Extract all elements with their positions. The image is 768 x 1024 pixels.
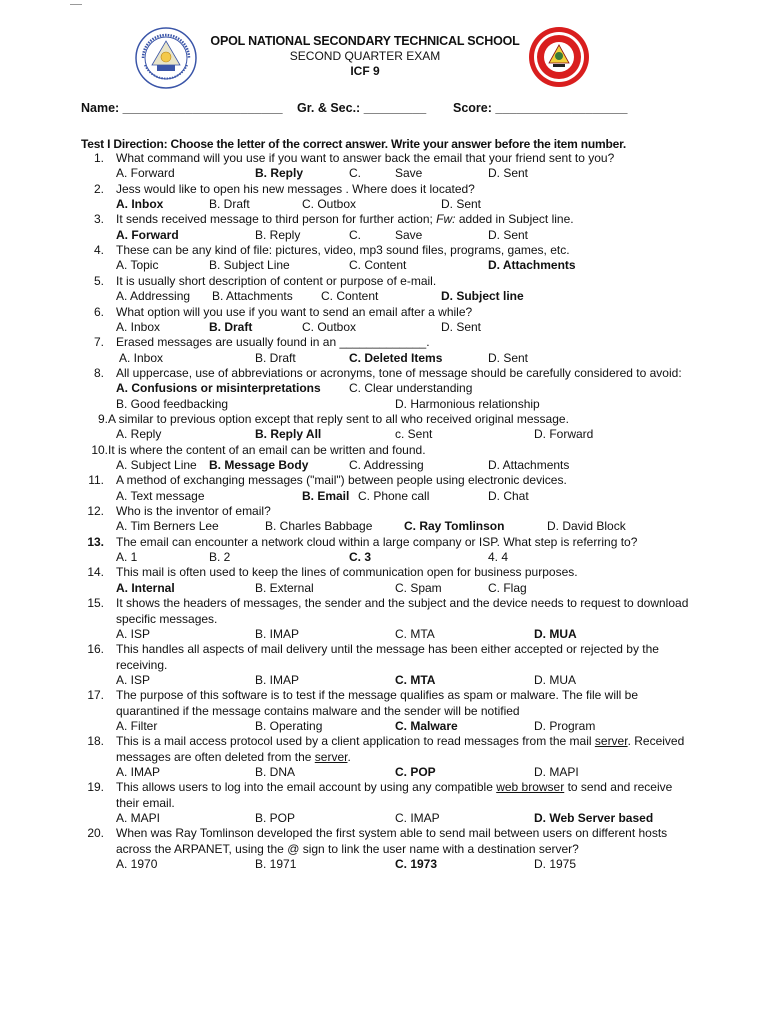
answer-choice: D. MUA bbox=[534, 672, 576, 687]
answer-choice: C. POP bbox=[395, 765, 436, 779]
answer-choice: A. Confusions or misinterpretations bbox=[116, 381, 321, 396]
question-text: quarantined if the message contains malware and the sender will be notified bbox=[116, 703, 520, 718]
answer-choice: C. bbox=[349, 227, 361, 242]
answer-choice: C. MTA bbox=[395, 626, 435, 641]
answer-choice: B. Email bbox=[302, 488, 350, 503]
question-text: It is usually short description of content or purpose of e-mail. bbox=[116, 273, 437, 288]
question-text: across the ARPANET, using the @ sign to link the user name with a destination server? bbox=[116, 841, 579, 856]
answer-choice: A. MAPI bbox=[116, 811, 161, 826]
question-text: A method of exchanging messages ("mail") between people using electronic devices. bbox=[116, 473, 567, 488]
answer-choice: B. 1971 bbox=[255, 857, 297, 872]
answer-choice: D. Sent bbox=[441, 319, 482, 334]
answer-choice: D. MAPI bbox=[534, 765, 579, 779]
answer-choice: A. Topic bbox=[116, 258, 159, 273]
answer-choice: D. Sent bbox=[441, 197, 482, 212]
question-number: 14. bbox=[87, 565, 104, 580]
answer-choice: A. Forward bbox=[116, 227, 179, 242]
exam-title: SECOND QUARTER EXAM bbox=[289, 49, 441, 63]
question-number: 7. bbox=[93, 335, 104, 350]
question-number: 3. bbox=[93, 212, 104, 227]
name-field[interactable]: Name: _______________________ bbox=[81, 101, 283, 115]
question-text: Who is the inventor of email? bbox=[116, 504, 271, 519]
question-text: All uppercase, use of abbreviations or acronyms, tone of message should be carefully considered to avoid: bbox=[116, 365, 682, 380]
answer-choice: B. DNA bbox=[255, 765, 296, 779]
answer-choice: D. Harmonious relationship bbox=[395, 396, 540, 411]
answer-choice: B. POP bbox=[255, 811, 296, 826]
answer-choice: D. Subject line bbox=[441, 289, 524, 304]
school-seal-logo bbox=[528, 26, 590, 88]
answer-choice: B. Good feedbacking bbox=[116, 396, 229, 411]
question-text: receiving. bbox=[116, 657, 168, 672]
question-text: These can be any kind of file: pictures, video, mp3 sound files, programs, games, etc. bbox=[116, 243, 570, 258]
answer-choice: B. Operating bbox=[255, 718, 323, 733]
question-text: messages are often deleted from the server. bbox=[116, 749, 351, 764]
answer-choice: D. Web Server based bbox=[534, 811, 654, 826]
answer-choice: C. MTA bbox=[395, 672, 436, 687]
answer-choice: B. Attachments bbox=[212, 289, 293, 304]
question-text: their email. bbox=[116, 795, 175, 810]
answer-choice: C. Deleted Items bbox=[349, 350, 443, 365]
answer-choice: D. Sent bbox=[488, 166, 529, 181]
question-text: A similar to previous option except that reply sent to all who received original message. bbox=[108, 411, 569, 426]
question-number: 13. bbox=[87, 534, 104, 549]
question-number: 2. bbox=[93, 181, 104, 196]
answer-choice: C. Content bbox=[349, 258, 407, 273]
question-number: 19. bbox=[87, 780, 104, 795]
answer-choice: C. 1973 bbox=[395, 857, 438, 872]
question-text: What option will you use if you want to send an email after a while? bbox=[116, 304, 473, 319]
answer-choice: C. Outbox bbox=[302, 197, 357, 212]
question-text: Jess would like to open his new messages . Where does it located? bbox=[116, 181, 475, 196]
answer-choice: B. IMAP bbox=[255, 672, 300, 687]
question-text: What command will you use if you want to answer back the email that your friend sent to you? bbox=[116, 151, 615, 165]
answer-choice: A. Inbox bbox=[119, 350, 164, 365]
answer-choice: A. ISP bbox=[116, 672, 151, 687]
question-text: This allows users to log into the email account by using any compatible web browser to send and receive bbox=[116, 780, 673, 795]
answer-choice: A. Tim Berners Lee bbox=[116, 519, 219, 534]
answer-choice: A. Text message bbox=[116, 488, 205, 503]
answer-choice: C. IMAP bbox=[395, 811, 440, 826]
answer-choice: D. Chat bbox=[488, 488, 529, 503]
answer-choice: D. 1975 bbox=[534, 857, 577, 872]
question-number: 11. bbox=[88, 473, 104, 488]
school-header bbox=[200, 34, 530, 79]
page-edge-mark bbox=[70, 4, 82, 5]
answer-choice: A. Addressing bbox=[116, 289, 191, 304]
answer-choice: B. Charles Babbage bbox=[265, 519, 373, 534]
answer-choice: C. Addressing bbox=[349, 458, 424, 472]
answer-choice: 4. 4 bbox=[488, 550, 509, 565]
question-text: This is a mail access protocol used by a client application to read messages from the mail server. Received bbox=[116, 734, 685, 749]
answer-choice: A. Filter bbox=[116, 718, 158, 733]
answer-choice: A. Reply bbox=[116, 427, 162, 442]
answer-choice: C. Phone call bbox=[358, 488, 430, 503]
answer-choice: B. Draft bbox=[209, 197, 250, 212]
question-text: It shows the headers of messages, the sender and the subject and the device needs to request to download bbox=[116, 596, 689, 611]
answer-choice: C. bbox=[349, 166, 361, 181]
answer-choice: B. Reply All bbox=[255, 427, 322, 442]
answer-choice: B. 2 bbox=[209, 550, 231, 565]
answer-choice: A. 1 bbox=[116, 550, 138, 565]
question-number: 15. bbox=[87, 596, 104, 611]
answer-choice: B. Draft bbox=[255, 350, 296, 365]
question-text: This mail is often used to keep the lines of communication open for business purposes. bbox=[116, 565, 578, 580]
answer-choice: B. Reply bbox=[255, 227, 301, 242]
deped-seal-logo bbox=[135, 27, 197, 89]
answer-choice: D. Sent bbox=[488, 350, 529, 365]
subject-title: ICF 9 bbox=[350, 64, 380, 78]
answer-choice: B. Message Body bbox=[209, 458, 309, 472]
question-number: 16. bbox=[87, 642, 104, 657]
question-number: 5. bbox=[93, 273, 104, 288]
question-number: 20. bbox=[87, 826, 104, 841]
answer-choice: A. Internal bbox=[116, 580, 175, 595]
question-number: 1. bbox=[93, 151, 104, 165]
grade-section-field[interactable]: Gr. & Sec.: _________ bbox=[297, 101, 427, 115]
answer-choice: c. Sent bbox=[395, 427, 433, 442]
question-number: 4. bbox=[93, 243, 104, 258]
answer-choice: D. Sent bbox=[488, 227, 529, 242]
question-text: It is where the content of an email can be written and found. bbox=[108, 442, 426, 457]
answer-choice: D. David Block bbox=[547, 519, 626, 534]
answer-choice: A. ISP bbox=[116, 626, 151, 641]
question-number: 10. bbox=[91, 442, 108, 457]
question-number: 18. bbox=[87, 734, 104, 749]
question-text: When was Ray Tomlinson developed the first system able to send mail between users on different hosts bbox=[116, 826, 668, 841]
answer-choice: A. Inbox bbox=[116, 197, 164, 212]
answer-choice: D. Attachments bbox=[488, 258, 576, 273]
answer-choice: B. External bbox=[255, 580, 314, 595]
answer-choice: C. Content bbox=[321, 289, 379, 304]
answer-choice: A. Inbox bbox=[116, 319, 161, 334]
answer-choice: C. Malware bbox=[395, 718, 458, 733]
answer-choice: A. Forward bbox=[116, 166, 175, 181]
test-direction: Test I Direction: Choose the letter of the correct answer. Write your answer before the item number. bbox=[81, 137, 627, 151]
answer-choice: A. IMAP bbox=[116, 765, 161, 779]
question-number: 17. bbox=[87, 688, 104, 703]
question-text: This handles all aspects of mail delivery until the message has been either accepted or rejected by the bbox=[116, 642, 659, 657]
question-text: specific messages. bbox=[116, 611, 218, 626]
question-number: 9. bbox=[97, 411, 108, 426]
answer-choice: D. Program bbox=[534, 718, 596, 733]
answer-choice: A. 1970 bbox=[116, 857, 158, 872]
question-text: The email can encounter a network cloud within a large company or ISP. What step is referring to? bbox=[116, 534, 638, 549]
answer-choice: C. Clear understanding bbox=[349, 381, 473, 396]
question-text: It sends received message to third person for further action; Fw: added in Subject line. bbox=[116, 212, 574, 227]
question-number: 12. bbox=[87, 504, 104, 519]
answer-choice: B. IMAP bbox=[255, 626, 300, 641]
school-name: OPOL NATIONAL SECONDARY TECHNICAL SCHOOL bbox=[210, 34, 520, 48]
answer-choice: C. Spam bbox=[395, 580, 442, 595]
answer-choice: Save bbox=[395, 166, 423, 181]
score-field[interactable]: Score: ___________________ bbox=[453, 101, 628, 115]
answer-choice: B. Reply bbox=[255, 166, 304, 181]
answer-choice: D. MUA bbox=[534, 626, 577, 641]
answer-choice: C. Ray Tomlinson bbox=[404, 519, 505, 534]
answer-choice: A. Subject Line bbox=[116, 458, 197, 472]
answer-choice: D. Attachments bbox=[488, 458, 570, 472]
question-text: The purpose of this software is to test if the message qualifies as spam or malware. The file will be bbox=[116, 688, 639, 703]
answer-choice: C. Outbox bbox=[302, 319, 357, 334]
answer-choice: Save bbox=[395, 227, 423, 242]
question-number: 6. bbox=[93, 304, 104, 319]
answer-choice: C. 3 bbox=[349, 550, 372, 565]
answer-choice: D. Forward bbox=[534, 427, 594, 442]
answer-choice: B. Subject Line bbox=[209, 258, 290, 273]
answer-choice: B. Draft bbox=[209, 319, 253, 334]
answer-choice: C. Flag bbox=[488, 580, 527, 595]
question-text: Erased messages are usually found in an _____________. bbox=[116, 335, 430, 350]
question-number: 8. bbox=[93, 365, 104, 380]
